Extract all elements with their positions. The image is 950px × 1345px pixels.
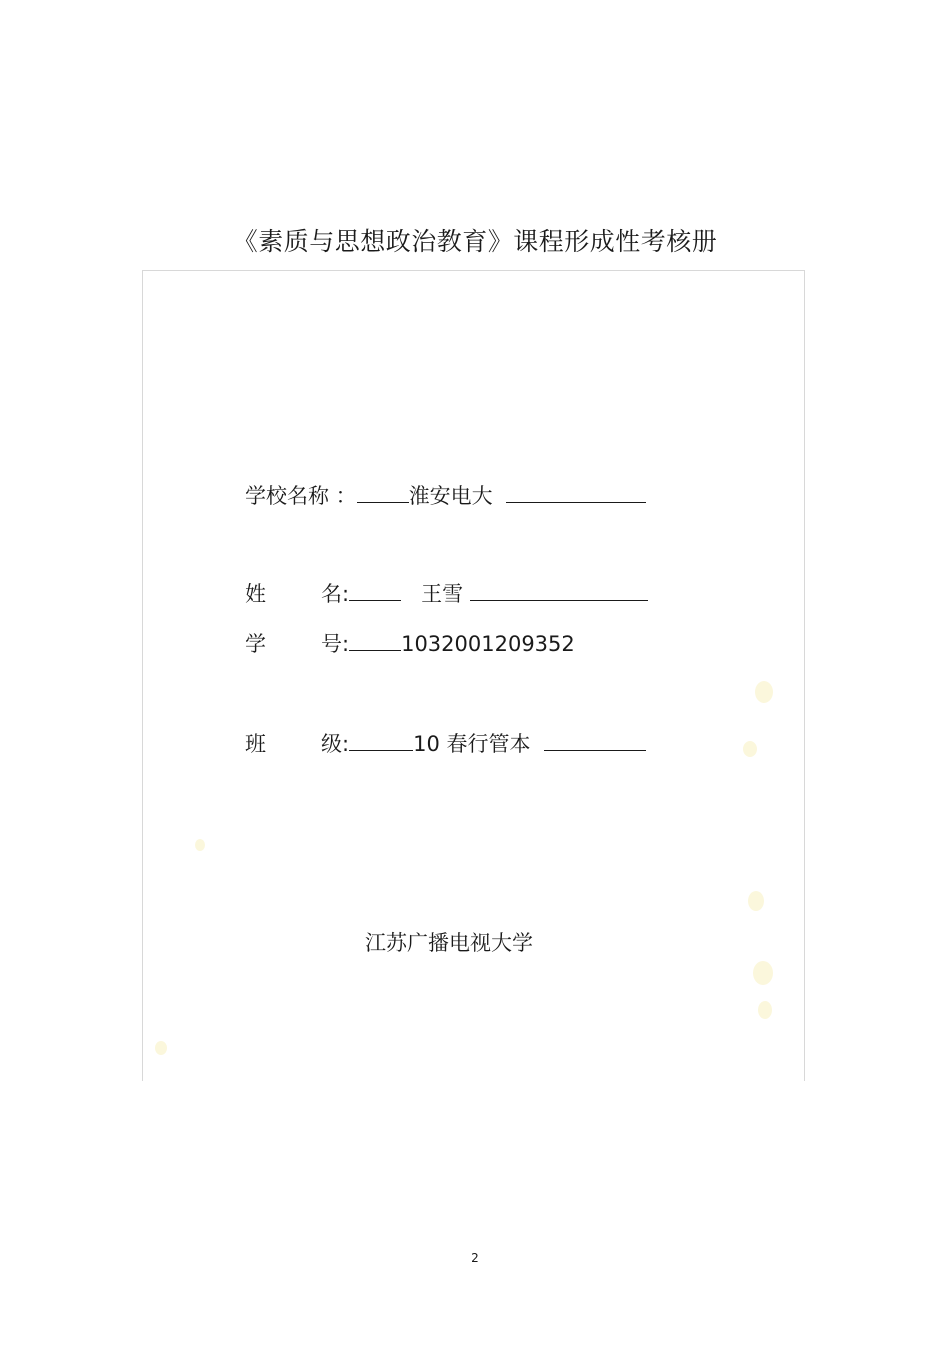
- name-underline-lead: [349, 580, 401, 601]
- page-title: 《素质与思想政治教育》课程形成性考核册: [232, 227, 718, 256]
- decorative-speck: [748, 891, 764, 911]
- decorative-speck: [753, 961, 773, 985]
- school-value: 淮安电大: [408, 484, 493, 508]
- decorative-speck: [758, 1001, 772, 1019]
- school-label: 学校名称 ：: [245, 484, 357, 508]
- name-label-first: 姓: [245, 582, 266, 606]
- decorative-speck: [195, 839, 205, 851]
- form-frame: [142, 270, 805, 1081]
- decorative-speck: [743, 741, 757, 757]
- class-row: [245, 728, 646, 758]
- class-underline-lead: [349, 730, 413, 751]
- class-label-last: 级:: [321, 732, 350, 756]
- name-value: 王雪: [421, 582, 464, 606]
- school-underline-trail: [506, 482, 646, 503]
- name-underline-trail: [470, 580, 648, 601]
- decorative-speck: [155, 1041, 167, 1055]
- student-id-row: [245, 628, 575, 658]
- student-id-label-first: 学: [245, 632, 266, 656]
- page-number: 2: [471, 1251, 479, 1265]
- student-id-underline-lead: [349, 630, 401, 651]
- name-row: [245, 578, 648, 608]
- decorative-speck: [755, 681, 773, 703]
- school-row: [245, 480, 646, 510]
- student-id-value: 1032001209352: [401, 632, 575, 656]
- school-underline-lead: [357, 482, 409, 503]
- university-name: 江苏广播电视大学: [365, 931, 533, 955]
- class-value: 10 春行管本: [413, 732, 531, 756]
- class-underline-trail: [544, 730, 646, 751]
- student-id-label-last: 号:: [321, 632, 350, 656]
- name-label-last: 名:: [321, 582, 350, 606]
- class-label-first: 班: [245, 732, 266, 756]
